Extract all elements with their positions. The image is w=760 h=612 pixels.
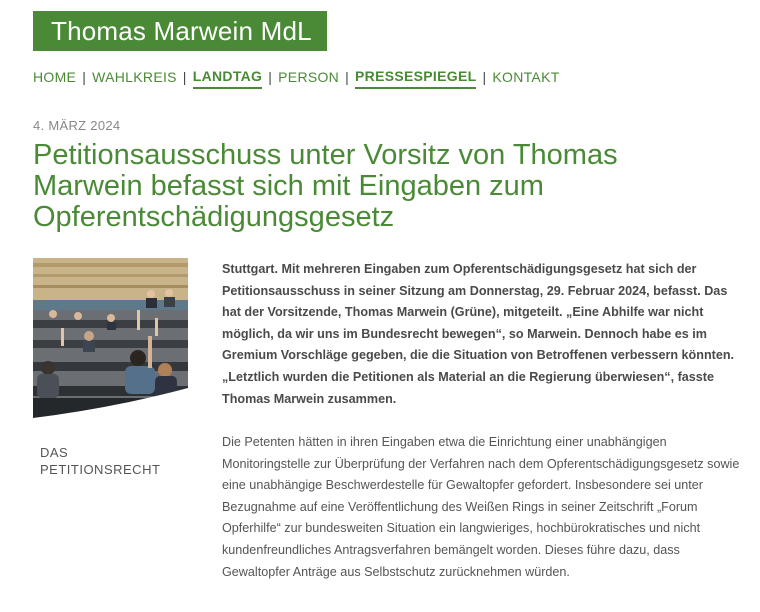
nav-separator: | [82, 69, 87, 85]
nav-separator: | [182, 69, 187, 85]
article-body: Die Petenten hätten in ihren Eingaben etwa die Einrichtung einer unabhängigen Monitoringstelle zur Überprüfung der Verfahren nach dem Opferentschädigungsgesetz sowie eine unabhängige Beschwerdestelle für Gewaltopfer gefordert. Insbesondere sei unter Bezugnahme auf eine Veröffentlichung des Weißen Rings in seiner Zeitschrift „Forum Opferhilfe“ zur bundesweiten Situation ein langwieriges, hochbürokratisches und nicht kundenfreundliches Antragsverfahren bemängelt worden. Dieses führe dazu, dass Gewaltopfer Anträge aus Selbstschutz zurücknehmen würden. [222, 435, 740, 579]
article-title: Petitionsausschuss unter Vorsitz von Thomas Marwein befasst sich mit Eingaben zum Opferentschädigungsgesetz [33, 139, 618, 233]
nav-item-person[interactable]: PERSON [278, 69, 340, 85]
site-logo[interactable]: Thomas Marwein MdL [33, 11, 327, 51]
nav-separator: | [268, 69, 273, 85]
nav-item-landtag[interactable]: LANDTAG [193, 68, 263, 89]
nav-item-kontakt[interactable]: KONTAKT [492, 69, 560, 85]
nav-separator: | [345, 69, 350, 85]
parliament-session-photo [33, 258, 188, 425]
article-date: 4. MÄRZ 2024 [33, 118, 121, 133]
article-lead: Stuttgart. Mit mehreren Eingaben zum Opferentschädigungsgesetz hat sich der Petitionsausschuss in seiner Sitzung am Donnerstag, 29. Februar 2024, befasst. Das hat der Vorsitzende, Thomas Marwein (Grüne), mitgeteilt. „Eine Abhilfe war nicht möglich, da wir uns im Bundesrecht bewegen“, so Marwein. Dennoch habe es im Gremium Vorschläge gegeben, die die Situation von Betroffenen verbessern könnten. „Letztlich wurden die Petitionen als Material an die Regierung überwiesen“, fasste Thomas Marwein zusammen. [222, 262, 735, 406]
nav-separator: | [482, 69, 487, 85]
nav-item-pressespiegel[interactable]: PRESSESPIEGEL [355, 68, 476, 89]
nav-item-home[interactable]: HOME [33, 69, 77, 85]
image-caption-text: DAS PETITIONSRECHT [40, 445, 161, 477]
article-image[interactable] [33, 258, 188, 425]
image-caption [40, 444, 170, 478]
nav-item-wahlkreis[interactable]: WAHLKREIS [92, 69, 177, 85]
main-nav [33, 68, 560, 89]
